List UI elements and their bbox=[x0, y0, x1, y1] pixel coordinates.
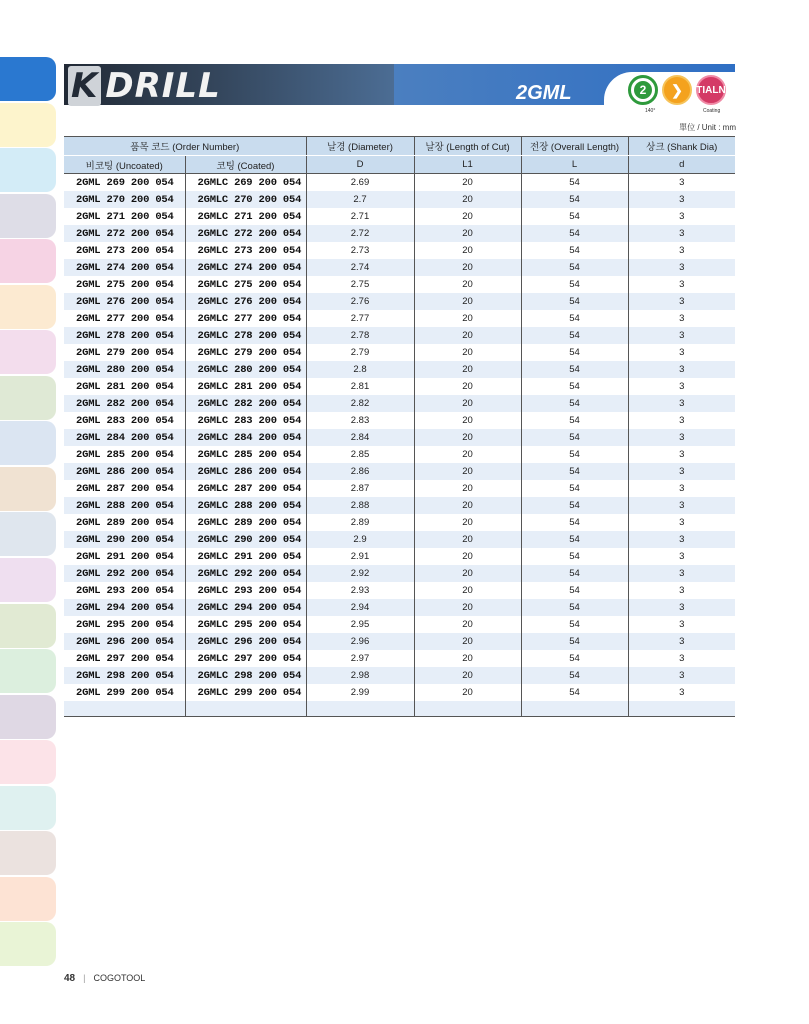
table-row bbox=[64, 191, 735, 208]
cell-uncoated: 2GML 293 200 054 bbox=[76, 584, 174, 597]
cell-d: 2.82 bbox=[306, 395, 414, 412]
table-row bbox=[64, 310, 735, 327]
cell-l1: 20 bbox=[414, 650, 521, 667]
cell-l: 54 bbox=[521, 293, 628, 310]
brand-logo bbox=[68, 66, 221, 106]
cell-l: 54 bbox=[521, 446, 628, 463]
cell-l: 54 bbox=[521, 599, 628, 616]
cell-l1: 20 bbox=[414, 276, 521, 293]
cell-d: 2.87 bbox=[306, 480, 414, 497]
cell-shank: 3 bbox=[628, 378, 735, 395]
side-tab bbox=[0, 649, 56, 693]
empty-cell bbox=[306, 701, 414, 717]
cell-d: 2.73 bbox=[306, 242, 414, 259]
cell-shank: 3 bbox=[628, 514, 735, 531]
cell-l: 54 bbox=[521, 208, 628, 225]
cell-coated: 2GMLC 269 200 054 bbox=[185, 174, 306, 192]
cell-l: 54 bbox=[521, 378, 628, 395]
side-tab bbox=[0, 239, 56, 283]
cell-uncoated: 2GML 280 200 054 bbox=[64, 361, 185, 378]
cell-coated: 2GMLC 281 200 054 bbox=[185, 378, 306, 395]
cell-shank: 3 bbox=[628, 327, 735, 344]
cell-l1: 20 bbox=[414, 599, 521, 616]
cell-coated: 2GMLC 277 200 054 bbox=[185, 310, 306, 327]
cell-shank: 3 bbox=[628, 310, 735, 327]
cell-uncoated: 2GML 272 200 054 bbox=[64, 225, 185, 242]
cell-l: 54 bbox=[521, 225, 628, 242]
cell-uncoated: 2GML 295 200 054 bbox=[76, 618, 174, 631]
cell-uncoated: 2GML 291 200 054 bbox=[76, 550, 174, 563]
cell-l: 54 bbox=[521, 276, 628, 293]
cell-d: 2.71 bbox=[306, 208, 414, 225]
cell-l: 54 bbox=[521, 514, 628, 531]
cell-d: 2.79 bbox=[306, 344, 414, 361]
table-row bbox=[64, 514, 735, 531]
cell-uncoated: 2GML 283 200 054 bbox=[76, 414, 174, 427]
cell-l: 54 bbox=[521, 259, 628, 276]
cell-l: 54 bbox=[521, 344, 628, 361]
spec-table bbox=[64, 136, 735, 717]
cell-coated: 2GMLC 285 200 054 bbox=[185, 446, 306, 463]
cell-uncoated: 2GML 278 200 054 bbox=[64, 327, 185, 344]
empty-cell bbox=[628, 701, 735, 717]
cell-l: 54 bbox=[521, 684, 628, 701]
cell-coated: 2GMLC 299 200 054 bbox=[185, 684, 306, 701]
cell-l1: 20 bbox=[414, 225, 521, 242]
overall-length-symbol: L bbox=[521, 156, 628, 174]
cell-uncoated: 2GML 271 200 054 bbox=[76, 210, 174, 223]
cell-coated: 2GMLC 271 200 054 bbox=[185, 208, 306, 225]
cell-shank: 3 bbox=[628, 667, 735, 684]
table-row bbox=[64, 582, 735, 599]
cell-d: 2.69 bbox=[306, 174, 414, 192]
cell-shank: 3 bbox=[628, 412, 735, 429]
cell-shank: 3 bbox=[628, 582, 735, 599]
model-title: 2GML bbox=[516, 82, 572, 104]
cell-d: 2.94 bbox=[306, 599, 414, 616]
cell-coated: 2GMLC 298 200 054 bbox=[185, 667, 306, 684]
side-tab bbox=[0, 194, 56, 238]
cell-shank: 3 bbox=[628, 344, 735, 361]
cell-l1: 20 bbox=[414, 497, 521, 514]
flute-count: 2 bbox=[634, 81, 652, 99]
side-tab bbox=[0, 512, 56, 556]
cell-uncoated: 2GML 289 200 054 bbox=[76, 516, 174, 529]
cell-d: 2.88 bbox=[306, 497, 414, 514]
cell-d: 2.96 bbox=[306, 633, 414, 650]
table-row bbox=[64, 259, 735, 276]
side-tab bbox=[0, 285, 56, 329]
shank-dia-symbol: d bbox=[628, 156, 735, 174]
cell-d: 2.81 bbox=[306, 378, 414, 395]
cell-coated: 2GMLC 288 200 054 bbox=[185, 497, 306, 514]
point-angle-icon: ❯ bbox=[662, 75, 692, 105]
cell-uncoated: 2GML 281 200 054 bbox=[76, 380, 174, 393]
table-row bbox=[64, 565, 735, 582]
cell-shank: 3 bbox=[628, 463, 735, 480]
cell-coated: 2GMLC 272 200 054 bbox=[185, 225, 306, 242]
cell-d: 2.99 bbox=[306, 684, 414, 701]
coating-badge: TIALN bbox=[696, 75, 726, 105]
cell-l: 54 bbox=[521, 361, 628, 378]
side-tab bbox=[0, 103, 56, 147]
side-tabs bbox=[0, 57, 56, 968]
side-tab bbox=[0, 786, 56, 830]
cell-coated: 2GMLC 273 200 054 bbox=[185, 242, 306, 259]
side-tab bbox=[0, 376, 56, 420]
cell-l1: 20 bbox=[414, 242, 521, 259]
cell-l1: 20 bbox=[414, 208, 521, 225]
cell-shank: 3 bbox=[628, 480, 735, 497]
overall-length-header: 전장 (Overall Length) bbox=[521, 137, 628, 156]
cell-coated: 2GMLC 279 200 054 bbox=[185, 344, 306, 361]
cell-d: 2.72 bbox=[306, 225, 414, 242]
cell-uncoated: 2GML 299 200 054 bbox=[76, 686, 174, 699]
point-angle-caption: 140° bbox=[645, 108, 656, 114]
cell-uncoated: 2GML 273 200 054 bbox=[76, 244, 174, 257]
table-row bbox=[64, 208, 735, 225]
cell-uncoated: 2GML 275 200 054 bbox=[76, 278, 174, 291]
cell-shank: 3 bbox=[628, 191, 735, 208]
cell-coated: 2GMLC 294 200 054 bbox=[185, 599, 306, 616]
cell-shank: 3 bbox=[628, 395, 735, 412]
cell-shank: 3 bbox=[628, 548, 735, 565]
table-row bbox=[64, 395, 735, 412]
cell-l: 54 bbox=[521, 480, 628, 497]
cell-uncoated: 2GML 276 200 054 bbox=[64, 293, 185, 310]
page-footer bbox=[64, 973, 145, 984]
cell-l: 54 bbox=[521, 242, 628, 259]
table-row bbox=[64, 531, 735, 548]
cell-l1: 20 bbox=[414, 531, 521, 548]
footer-separator: | bbox=[83, 973, 86, 983]
empty-cell bbox=[521, 701, 628, 717]
cell-d: 2.78 bbox=[306, 327, 414, 344]
table-row bbox=[64, 293, 735, 310]
brand-letter: K bbox=[68, 66, 101, 106]
side-tab bbox=[0, 558, 56, 602]
coating-caption: Coating bbox=[703, 108, 721, 114]
cell-d: 2.74 bbox=[306, 259, 414, 276]
cell-l: 54 bbox=[521, 429, 628, 446]
cell-coated: 2GMLC 290 200 054 bbox=[185, 531, 306, 548]
cell-shank: 3 bbox=[628, 633, 735, 650]
cell-l: 54 bbox=[521, 463, 628, 480]
table-row bbox=[64, 599, 735, 616]
cell-uncoated: 2GML 286 200 054 bbox=[64, 463, 185, 480]
cell-uncoated: 2GML 294 200 054 bbox=[64, 599, 185, 616]
table-row bbox=[64, 429, 735, 446]
cell-coated: 2GMLC 276 200 054 bbox=[185, 293, 306, 310]
cell-l1: 20 bbox=[414, 446, 521, 463]
table-row bbox=[64, 276, 735, 293]
side-tab bbox=[0, 877, 56, 921]
cell-d: 2.93 bbox=[306, 582, 414, 599]
table-row bbox=[64, 344, 735, 361]
side-tab bbox=[0, 421, 56, 465]
cell-l1: 20 bbox=[414, 480, 521, 497]
cell-coated: 2GMLC 284 200 054 bbox=[185, 429, 306, 446]
cell-shank: 3 bbox=[628, 242, 735, 259]
cell-coated: 2GMLC 296 200 054 bbox=[185, 633, 306, 650]
cell-shank: 3 bbox=[628, 497, 735, 514]
cell-l: 54 bbox=[521, 395, 628, 412]
cell-uncoated: 2GML 282 200 054 bbox=[64, 395, 185, 412]
cell-shank: 3 bbox=[628, 531, 735, 548]
cell-l: 54 bbox=[521, 191, 628, 208]
cell-l1: 20 bbox=[414, 429, 521, 446]
table-row bbox=[64, 174, 735, 192]
cell-d: 2.97 bbox=[306, 650, 414, 667]
cell-d: 2.7 bbox=[306, 191, 414, 208]
table-row bbox=[64, 650, 735, 667]
table-row bbox=[64, 225, 735, 242]
cell-uncoated: 2GML 297 200 054 bbox=[76, 652, 174, 665]
side-tab bbox=[0, 57, 56, 101]
cell-uncoated: 2GML 287 200 054 bbox=[76, 482, 174, 495]
table-row bbox=[64, 684, 735, 701]
cell-d: 2.89 bbox=[306, 514, 414, 531]
cell-l1: 20 bbox=[414, 293, 521, 310]
cell-d: 2.85 bbox=[306, 446, 414, 463]
cell-coated: 2GMLC 289 200 054 bbox=[185, 514, 306, 531]
cell-coated: 2GMLC 278 200 054 bbox=[185, 327, 306, 344]
cell-uncoated: 2GML 285 200 054 bbox=[76, 448, 174, 461]
empty-cell bbox=[64, 701, 185, 717]
cell-l1: 20 bbox=[414, 361, 521, 378]
cell-l1: 20 bbox=[414, 565, 521, 582]
cell-coated: 2GMLC 275 200 054 bbox=[185, 276, 306, 293]
cell-l1: 20 bbox=[414, 412, 521, 429]
table-row bbox=[64, 412, 735, 429]
cell-coated: 2GMLC 297 200 054 bbox=[185, 650, 306, 667]
table-row bbox=[64, 633, 735, 650]
cell-l: 54 bbox=[521, 565, 628, 582]
cell-l1: 20 bbox=[414, 310, 521, 327]
cell-coated: 2GMLC 292 200 054 bbox=[185, 565, 306, 582]
cell-l1: 20 bbox=[414, 191, 521, 208]
cell-uncoated: 2GML 269 200 054 bbox=[76, 176, 174, 189]
cell-l1: 20 bbox=[414, 684, 521, 701]
cell-shank: 3 bbox=[628, 429, 735, 446]
table-row bbox=[64, 463, 735, 480]
cell-uncoated: 2GML 290 200 054 bbox=[64, 531, 185, 548]
cell-uncoated: 2GML 298 200 054 bbox=[64, 667, 185, 684]
cell-coated: 2GMLC 283 200 054 bbox=[185, 412, 306, 429]
cell-l1: 20 bbox=[414, 344, 521, 361]
cut-length-symbol: L1 bbox=[414, 156, 521, 174]
cell-l1: 20 bbox=[414, 463, 521, 480]
diameter-header: 날경 (Diameter) bbox=[306, 137, 414, 156]
cell-l1: 20 bbox=[414, 616, 521, 633]
company-name: COGOTOOL bbox=[93, 973, 146, 983]
cell-d: 2.8 bbox=[306, 361, 414, 378]
cell-coated: 2GMLC 295 200 054 bbox=[185, 616, 306, 633]
brand-word: DRILL bbox=[105, 66, 221, 106]
cell-shank: 3 bbox=[628, 293, 735, 310]
cell-l: 54 bbox=[521, 412, 628, 429]
empty-cell bbox=[185, 701, 306, 717]
cell-coated: 2GMLC 280 200 054 bbox=[185, 361, 306, 378]
cell-uncoated: 2GML 296 200 054 bbox=[64, 633, 185, 650]
cell-l1: 20 bbox=[414, 395, 521, 412]
cell-coated: 2GMLC 293 200 054 bbox=[185, 582, 306, 599]
cell-shank: 3 bbox=[628, 684, 735, 701]
cell-d: 2.92 bbox=[306, 565, 414, 582]
cell-d: 2.77 bbox=[306, 310, 414, 327]
cell-shank: 3 bbox=[628, 225, 735, 242]
cell-shank: 3 bbox=[628, 599, 735, 616]
cell-l1: 20 bbox=[414, 548, 521, 565]
cell-l1: 20 bbox=[414, 174, 521, 192]
cell-l: 54 bbox=[521, 650, 628, 667]
side-tab bbox=[0, 922, 56, 966]
cell-d: 2.75 bbox=[306, 276, 414, 293]
cell-uncoated: 2GML 279 200 054 bbox=[76, 346, 174, 359]
side-tab bbox=[0, 467, 56, 511]
table-row bbox=[64, 242, 735, 259]
cell-l: 54 bbox=[521, 497, 628, 514]
table-row bbox=[64, 480, 735, 497]
table-row bbox=[64, 361, 735, 378]
table-row bbox=[64, 667, 735, 684]
cell-d: 2.91 bbox=[306, 548, 414, 565]
cell-coated: 2GMLC 286 200 054 bbox=[185, 463, 306, 480]
spec-badges bbox=[628, 75, 738, 120]
cell-l: 54 bbox=[521, 633, 628, 650]
shank-dia-header: 상크 (Shank Dia) bbox=[628, 137, 735, 156]
cell-coated: 2GMLC 287 200 054 bbox=[185, 480, 306, 497]
cell-l1: 20 bbox=[414, 633, 521, 650]
cell-d: 2.76 bbox=[306, 293, 414, 310]
cell-d: 2.86 bbox=[306, 463, 414, 480]
cell-l: 54 bbox=[521, 582, 628, 599]
spec-table-body bbox=[64, 174, 735, 717]
cell-shank: 3 bbox=[628, 616, 735, 633]
table-row bbox=[64, 497, 735, 514]
cell-l: 54 bbox=[521, 667, 628, 684]
empty-cell bbox=[414, 701, 521, 717]
cell-shank: 3 bbox=[628, 650, 735, 667]
side-tab bbox=[0, 740, 56, 784]
cell-uncoated: 2GML 277 200 054 bbox=[76, 312, 174, 325]
side-tab bbox=[0, 831, 56, 875]
cell-d: 2.98 bbox=[306, 667, 414, 684]
diameter-symbol: D bbox=[306, 156, 414, 174]
table-end-row bbox=[64, 701, 735, 717]
table-row bbox=[64, 548, 735, 565]
unit-label: 單位 / Unit : mm bbox=[679, 123, 736, 132]
cell-uncoated: 2GML 288 200 054 bbox=[64, 497, 185, 514]
cell-uncoated: 2GML 274 200 054 bbox=[64, 259, 185, 276]
cell-shank: 3 bbox=[628, 361, 735, 378]
cell-l: 54 bbox=[521, 531, 628, 548]
two-flutes-icon bbox=[628, 75, 658, 105]
page-number: 48 bbox=[64, 973, 76, 984]
cell-coated: 2GMLC 270 200 054 bbox=[185, 191, 306, 208]
cell-d: 2.84 bbox=[306, 429, 414, 446]
side-tab bbox=[0, 148, 56, 192]
cell-l1: 20 bbox=[414, 259, 521, 276]
table-row bbox=[64, 446, 735, 463]
table-row bbox=[64, 616, 735, 633]
cell-d: 2.9 bbox=[306, 531, 414, 548]
table-row bbox=[64, 327, 735, 344]
cell-l1: 20 bbox=[414, 667, 521, 684]
cell-shank: 3 bbox=[628, 174, 735, 192]
cell-coated: 2GMLC 282 200 054 bbox=[185, 395, 306, 412]
cell-uncoated: 2GML 270 200 054 bbox=[64, 191, 185, 208]
cell-coated: 2GMLC 291 200 054 bbox=[185, 548, 306, 565]
cell-shank: 3 bbox=[628, 565, 735, 582]
cut-length-header: 날장 (Length of Cut) bbox=[414, 137, 521, 156]
side-tab bbox=[0, 604, 56, 648]
uncoated-header: 비코팅 (Uncoated) bbox=[64, 156, 185, 174]
cell-d: 2.95 bbox=[306, 616, 414, 633]
coated-header: 코팅 (Coated) bbox=[185, 156, 306, 174]
cell-l1: 20 bbox=[414, 514, 521, 531]
order-number-header: 품목 코드 (Order Number) bbox=[64, 137, 306, 156]
cell-l1: 20 bbox=[414, 582, 521, 599]
cell-shank: 3 bbox=[628, 259, 735, 276]
side-tab bbox=[0, 695, 56, 739]
cell-shank: 3 bbox=[628, 446, 735, 463]
cell-uncoated: 2GML 284 200 054 bbox=[64, 429, 185, 446]
table-row bbox=[64, 378, 735, 395]
cell-d: 2.83 bbox=[306, 412, 414, 429]
cell-shank: 3 bbox=[628, 276, 735, 293]
cell-shank: 3 bbox=[628, 208, 735, 225]
cell-l: 54 bbox=[521, 310, 628, 327]
cell-uncoated: 2GML 292 200 054 bbox=[64, 565, 185, 582]
cell-l: 54 bbox=[521, 616, 628, 633]
cell-l1: 20 bbox=[414, 378, 521, 395]
side-tab bbox=[0, 330, 56, 374]
cell-l: 54 bbox=[521, 174, 628, 192]
cell-l: 54 bbox=[521, 327, 628, 344]
cell-l1: 20 bbox=[414, 327, 521, 344]
cell-coated: 2GMLC 274 200 054 bbox=[185, 259, 306, 276]
cell-l: 54 bbox=[521, 548, 628, 565]
